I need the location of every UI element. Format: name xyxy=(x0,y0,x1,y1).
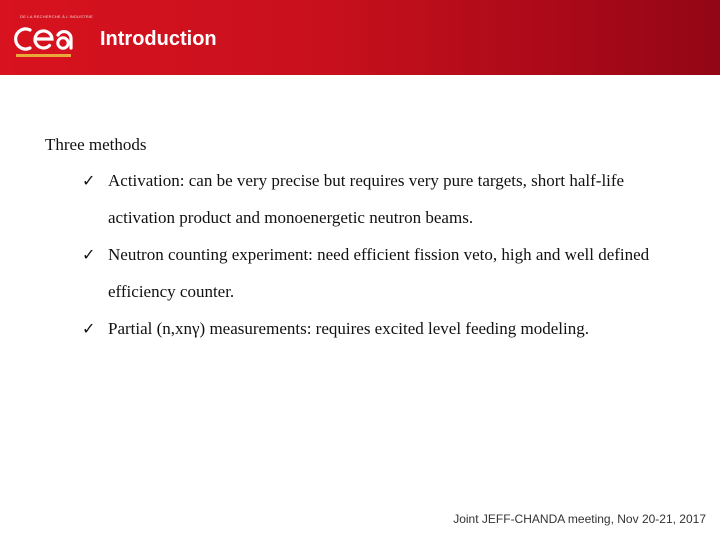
checkmark-icon: ✓ xyxy=(82,245,96,264)
checkmark-icon: ✓ xyxy=(82,171,96,190)
footer-text: Joint JEFF-CHANDA meeting, Nov 20-21, 2017 xyxy=(453,512,706,526)
list-item xyxy=(45,162,685,236)
methods-list xyxy=(45,162,685,347)
cea-logo xyxy=(12,14,94,62)
slide-content xyxy=(45,128,685,347)
logo-tagline: DE LA RECHERCHE À L'INDUSTRIE xyxy=(20,14,94,19)
list-item-text: Partial (n,xnγ) measurements: requires excited level feeding modeling. xyxy=(108,319,589,338)
list-item xyxy=(45,236,685,310)
slide-title: Introduction xyxy=(100,28,217,50)
checkmark-icon: ✓ xyxy=(82,319,96,338)
list-item-text: Activation: can be very precise but requires very pure targets, short half-life activation product and monoenergetic neutron beams. xyxy=(108,171,625,227)
list-item xyxy=(45,310,685,347)
cea-logo-mark xyxy=(12,20,74,60)
list-item-text: Neutron counting experiment: need efficient fission veto, high and well defined efficiency counter. xyxy=(108,245,650,301)
intro-text: Three methods xyxy=(45,135,147,154)
header-bar xyxy=(0,0,720,75)
